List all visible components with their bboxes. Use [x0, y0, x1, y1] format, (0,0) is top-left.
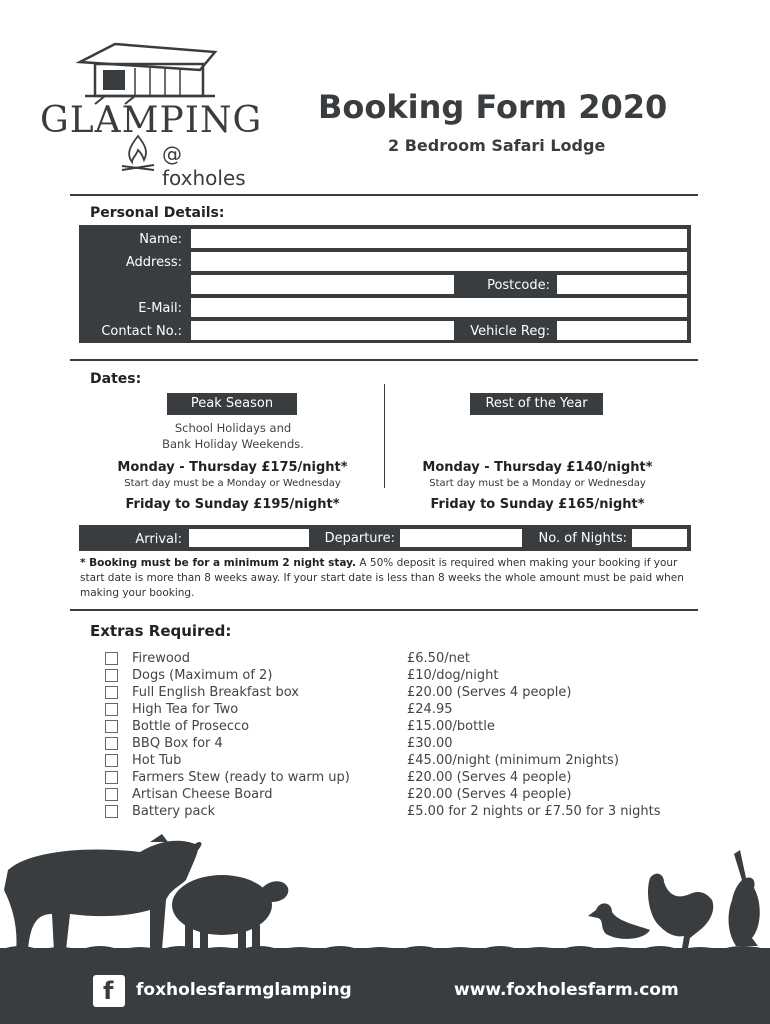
extras-checkbox[interactable]	[105, 720, 118, 733]
social-handle[interactable]: foxholesfarmglamping	[136, 980, 352, 1000]
campfire-icon	[118, 132, 158, 172]
extras-checkbox[interactable]	[105, 686, 118, 699]
duck-icon	[588, 903, 650, 939]
extras-item-name: Artisan Cheese Board	[132, 787, 273, 802]
peak-weekend-price: Friday to Sunday £195/night*	[125, 497, 340, 512]
peak-season-tag: Peak Season	[167, 393, 297, 415]
page-subtitle: 2 Bedroom Safari Lodge	[388, 136, 606, 155]
extras-item	[105, 786, 705, 803]
contact-field[interactable]	[190, 320, 455, 341]
extras-item-name: Farmers Stew (ready to warm up)	[132, 770, 350, 785]
logo-sub-text: @ foxholes	[162, 142, 246, 190]
extras-item-price: £30.00	[407, 736, 453, 751]
personal-details-form	[79, 225, 691, 343]
rest-weekday-price: Monday - Thursday £140/night*	[422, 460, 653, 475]
website-link[interactable]: www.foxholesfarm.com	[454, 980, 679, 1000]
name-label: Name:	[139, 232, 182, 247]
extras-checkbox[interactable]	[105, 669, 118, 682]
extras-checkbox[interactable]	[105, 737, 118, 750]
booking-footnote	[80, 556, 692, 601]
footnote-bold: * Booking must be for a minimum 2 night stay.	[80, 557, 357, 569]
extras-item	[105, 684, 705, 701]
extras-item	[105, 735, 705, 752]
arrival-field[interactable]	[188, 528, 310, 548]
dates-heading: Dates:	[90, 371, 142, 387]
email-field[interactable]	[190, 297, 688, 318]
extras-item	[105, 701, 705, 718]
extras-checkbox[interactable]	[105, 805, 118, 818]
extras-item-price: £45.00/night (minimum 2nights)	[407, 753, 619, 768]
extras-checkbox[interactable]	[105, 771, 118, 784]
arrival-label: Arrival:	[135, 532, 182, 547]
rest-weekend-price: Friday to Sunday £165/night*	[430, 497, 645, 512]
extras-checkbox[interactable]	[105, 703, 118, 716]
divider	[70, 194, 698, 196]
extras-item-name: Full English Breakfast box	[132, 685, 299, 700]
rest-start-note: Start day must be a Monday or Wednesday	[429, 478, 646, 489]
extras-item-price: £20.00 (Serves 4 people)	[407, 787, 572, 802]
nights-field[interactable]	[631, 528, 688, 548]
extras-item	[105, 803, 705, 820]
rest-of-year-tag: Rest of the Year	[470, 393, 603, 415]
personal-details-heading: Personal Details:	[90, 205, 225, 221]
extras-item-name: Hot Tub	[132, 753, 182, 768]
footnote-rest: A 50% deposit is required when making your booking if your start date is more than 8 weeks away. If your start date is less than 8 weeks the whole amount must be paid when making your booking.	[80, 557, 684, 599]
sheep-icon	[172, 875, 288, 953]
extras-item-price: £24.95	[407, 702, 453, 717]
name-field[interactable]	[190, 228, 688, 249]
facebook-icon[interactable]	[93, 975, 125, 1007]
peak-note-2: Bank Holiday Weekends.	[162, 437, 304, 451]
address-field-line1[interactable]	[190, 251, 688, 272]
extras-item-name: High Tea for Two	[132, 702, 239, 717]
departure-field[interactable]	[399, 528, 523, 548]
booking-dates-row	[79, 525, 691, 551]
address-label: Address:	[125, 255, 182, 270]
extras-item-name: BBQ Box for 4	[132, 736, 223, 751]
nights-label: No. of Nights:	[538, 531, 627, 546]
contact-label: Contact No.:	[101, 324, 182, 339]
logo-main-text: GLAMPING	[40, 100, 263, 141]
postcode-field[interactable]	[556, 274, 688, 295]
peak-note-1: School Holidays and	[174, 421, 292, 435]
extras-item-name: Dogs (Maximum of 2)	[132, 668, 273, 683]
rooster-icon	[648, 874, 713, 948]
extras-item-price: £20.00 (Serves 4 people)	[407, 770, 572, 785]
extras-heading: Extras Required:	[90, 622, 232, 640]
extras-item	[105, 667, 705, 684]
vehicle-label: Vehicle Reg:	[470, 324, 550, 339]
safari-tent-icon	[75, 40, 225, 105]
vehicle-field[interactable]	[556, 320, 688, 341]
divider	[70, 359, 698, 361]
extras-item-price: £15.00/bottle	[407, 719, 495, 734]
facebook-letter: f	[103, 977, 114, 1005]
email-label: E-Mail:	[138, 301, 182, 316]
extras-item-price: £6.50/net	[407, 651, 470, 666]
extras-item-name: Bottle of Prosecco	[132, 719, 250, 734]
cow-icon	[4, 834, 201, 952]
extras-item	[105, 769, 705, 786]
extras-item-price: £20.00 (Serves 4 people)	[407, 685, 572, 700]
extras-checkbox[interactable]	[105, 754, 118, 767]
peak-weekday-price: Monday - Thursday £175/night*	[117, 460, 348, 475]
season-divider	[384, 384, 385, 488]
page-title: Booking Form 2020	[318, 88, 668, 126]
rabbit-icon	[729, 850, 760, 946]
extras-item-name: Battery pack	[132, 804, 216, 819]
extras-item-price: £5.00 for 2 nights or £7.50 for 3 nights	[407, 804, 661, 819]
departure-label: Departure:	[324, 531, 395, 546]
postcode-label: Postcode:	[487, 278, 550, 293]
extras-item	[105, 650, 705, 667]
extras-list	[105, 650, 705, 820]
extras-item	[105, 752, 705, 769]
extras-checkbox[interactable]	[105, 788, 118, 801]
peak-start-note: Start day must be a Monday or Wednesday	[124, 478, 341, 489]
address-field-line2[interactable]	[190, 274, 455, 295]
divider	[70, 609, 698, 611]
extras-item-name: Firewood	[132, 651, 190, 666]
extras-item-price: £10/dog/night	[407, 668, 499, 683]
logo	[40, 40, 270, 190]
extras-item	[105, 718, 705, 735]
extras-checkbox[interactable]	[105, 652, 118, 665]
